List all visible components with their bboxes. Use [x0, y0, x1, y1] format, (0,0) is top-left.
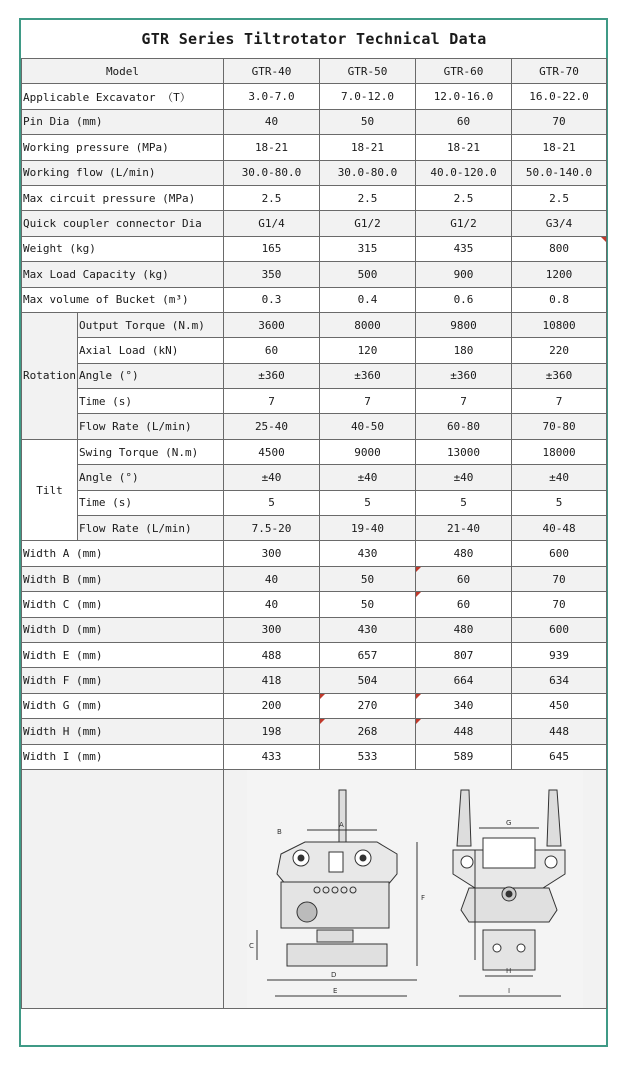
drawing-cell — [224, 769, 607, 1008]
table-row — [22, 109, 607, 134]
table-cell: 7 — [224, 389, 320, 414]
table-cell: 70-80 — [512, 414, 607, 439]
table-cell: 900 — [416, 262, 512, 287]
spec-table — [21, 20, 607, 1009]
row-label: Swing Torque (N.m) — [78, 439, 224, 464]
table-cell: 50 — [320, 592, 416, 617]
row-label: Angle (°) — [78, 465, 224, 490]
table-cell: 664 — [416, 668, 512, 693]
table-cell: 488 — [224, 642, 320, 667]
table-cell: 2.5 — [320, 185, 416, 210]
table-row — [22, 185, 607, 210]
row-label: Time (s) — [78, 389, 224, 414]
table-row — [22, 363, 607, 388]
table-row — [22, 338, 607, 363]
table-cell: 0.6 — [416, 287, 512, 312]
table-cell: 13000 — [416, 439, 512, 464]
table-cell: 50.0-140.0 — [512, 160, 607, 185]
table-cell: 50 — [320, 109, 416, 134]
table-cell: 30.0-80.0 — [224, 160, 320, 185]
row-label: Width H (mm) — [22, 719, 224, 744]
dimension-label-h: H — [506, 966, 512, 975]
table-cell: 533 — [320, 744, 416, 769]
table-cell: 21-40 — [416, 516, 512, 541]
table-cell: 60 — [416, 592, 512, 617]
table-cell: 18000 — [512, 439, 607, 464]
table-cell: ±40 — [416, 465, 512, 490]
row-label: Axial Load (kN) — [78, 338, 224, 363]
table-cell: 40.0-120.0 — [416, 160, 512, 185]
table-cell: 3.0-7.0 — [224, 84, 320, 109]
row-label: Quick coupler connector Dia — [22, 211, 224, 236]
table-cell: 5 — [512, 490, 607, 515]
table-cell: 7 — [320, 389, 416, 414]
table-cell: G3/4 — [512, 211, 607, 236]
table-cell: ±360 — [320, 363, 416, 388]
table-row — [22, 287, 607, 312]
spec-sheet — [19, 18, 608, 1047]
table-cell: 2.5 — [224, 185, 320, 210]
group-label-rotation: Rotation — [22, 312, 78, 439]
table-cell: 315 — [320, 236, 416, 261]
table-cell: 70 — [512, 109, 607, 134]
dimension-label-b: B — [277, 827, 282, 836]
table-cell: 10800 — [512, 312, 607, 337]
dimension-label-f: F — [421, 893, 426, 902]
tiltrotator-diagram — [247, 770, 583, 1008]
table-cell: 165 — [224, 236, 320, 261]
dimension-label-c: C — [249, 941, 254, 950]
table-cell: ±360 — [416, 363, 512, 388]
table-cell: 0.3 — [224, 287, 320, 312]
table-cell: 480 — [416, 617, 512, 642]
table-cell: 7.0-12.0 — [320, 84, 416, 109]
table-cell: 807 — [416, 642, 512, 667]
table-cell: 180 — [416, 338, 512, 363]
row-label: Max circuit pressure (MPa) — [22, 185, 224, 210]
table-row — [22, 262, 607, 287]
row-label: Working flow (L/min) — [22, 160, 224, 185]
table-cell: 70 — [512, 592, 607, 617]
table-cell: 0.8 — [512, 287, 607, 312]
table-cell: 18-21 — [320, 135, 416, 160]
table-row — [22, 490, 607, 515]
model-header: Model — [22, 59, 224, 84]
table-cell: 300 — [224, 617, 320, 642]
table-cell: 600 — [512, 541, 607, 566]
table-cell: 800 — [512, 236, 607, 261]
row-label: Width G (mm) — [22, 693, 224, 718]
table-cell: G1/4 — [224, 211, 320, 236]
table-cell: 8000 — [320, 312, 416, 337]
table-cell: 270 — [320, 693, 416, 718]
row-label: Max volume of Bucket (m³) — [22, 287, 224, 312]
table-row — [22, 84, 607, 109]
table-cell: 30.0-80.0 — [320, 160, 416, 185]
table-row — [22, 642, 607, 667]
table-cell: ±360 — [224, 363, 320, 388]
table-row — [22, 566, 607, 591]
table-cell: 40 — [224, 592, 320, 617]
table-cell: 1200 — [512, 262, 607, 287]
model-name: GTR-60 — [416, 59, 512, 84]
table-cell: 200 — [224, 693, 320, 718]
table-cell: ±40 — [320, 465, 416, 490]
table-cell: G1/2 — [416, 211, 512, 236]
table-cell: 198 — [224, 719, 320, 744]
table-row — [22, 592, 607, 617]
dimension-label-d: D — [331, 970, 337, 979]
table-cell: 433 — [224, 744, 320, 769]
table-row — [22, 541, 607, 566]
table-row — [22, 617, 607, 642]
table-cell: ±40 — [512, 465, 607, 490]
table-row — [22, 135, 607, 160]
table-row — [22, 312, 607, 337]
table-cell: 430 — [320, 541, 416, 566]
table-cell: 9000 — [320, 439, 416, 464]
table-cell: 504 — [320, 668, 416, 693]
group-label-tilt: Tilt — [22, 439, 78, 541]
drawing-row — [22, 769, 607, 1008]
table-cell: 448 — [416, 719, 512, 744]
row-label: Output Torque (N.m) — [78, 312, 224, 337]
table-cell: 40 — [224, 566, 320, 591]
table-cell: 120 — [320, 338, 416, 363]
table-cell: 2.5 — [512, 185, 607, 210]
table-cell: 2.5 — [416, 185, 512, 210]
table-cell: 939 — [512, 642, 607, 667]
table-cell: 300 — [224, 541, 320, 566]
model-name: GTR-40 — [224, 59, 320, 84]
row-label: Flow Rate (L/min) — [78, 516, 224, 541]
table-cell: 480 — [416, 541, 512, 566]
table-cell: 5 — [416, 490, 512, 515]
row-label: Applicable Excavator （T） — [22, 84, 224, 109]
table-cell: 0.4 — [320, 287, 416, 312]
page-title: GTR Series Tiltrotator Technical Data — [22, 20, 607, 59]
table-cell: 18-21 — [512, 135, 607, 160]
table-cell: 5 — [224, 490, 320, 515]
table-row — [22, 744, 607, 769]
row-label: Weight (kg) — [22, 236, 224, 261]
table-cell: 220 — [512, 338, 607, 363]
row-label: Width B (mm) — [22, 566, 224, 591]
table-cell: 418 — [224, 668, 320, 693]
table-cell: 450 — [512, 693, 607, 718]
side-view — [257, 790, 417, 996]
model-name: GTR-70 — [512, 59, 607, 84]
table-cell: 589 — [416, 744, 512, 769]
dimension-label-g: G — [506, 818, 512, 827]
table-cell: 40-48 — [512, 516, 607, 541]
dimension-label-a: A — [339, 820, 344, 829]
table-cell: 657 — [320, 642, 416, 667]
table-cell: 7.5-20 — [224, 516, 320, 541]
table-cell: 18-21 — [416, 135, 512, 160]
table-row — [22, 693, 607, 718]
table-row — [22, 719, 607, 744]
table-row — [22, 211, 607, 236]
row-label: Working pressure (MPa) — [22, 135, 224, 160]
table-cell: 60 — [416, 566, 512, 591]
technical-drawing — [247, 770, 583, 1008]
table-cell: 268 — [320, 719, 416, 744]
table-cell: 4500 — [224, 439, 320, 464]
row-label: Width E (mm) — [22, 642, 224, 667]
table-row — [22, 516, 607, 541]
empty-cell — [22, 769, 224, 1008]
table-cell: ±360 — [512, 363, 607, 388]
table-cell: 7 — [512, 389, 607, 414]
row-label: Width D (mm) — [22, 617, 224, 642]
table-cell: 634 — [512, 668, 607, 693]
table-cell: G1/2 — [320, 211, 416, 236]
table-cell: 60 — [416, 109, 512, 134]
table-row — [22, 236, 607, 261]
row-label: Width I (mm) — [22, 744, 224, 769]
table-cell: 16.0-22.0 — [512, 84, 607, 109]
row-label: Max Load Capacity (kg) — [22, 262, 224, 287]
table-cell: 60-80 — [416, 414, 512, 439]
table-row — [22, 668, 607, 693]
table-cell: 435 — [416, 236, 512, 261]
model-name: GTR-50 — [320, 59, 416, 84]
table-row — [22, 414, 607, 439]
table-row — [22, 465, 607, 490]
row-label: Time (s) — [78, 490, 224, 515]
table-cell: 645 — [512, 744, 607, 769]
table-cell: 40-50 — [320, 414, 416, 439]
row-label: Width A (mm) — [22, 541, 224, 566]
dimension-label-e: E — [333, 986, 338, 995]
table-row — [22, 439, 607, 464]
table-cell: 5 — [320, 490, 416, 515]
table-cell: ±40 — [224, 465, 320, 490]
row-label: Width F (mm) — [22, 668, 224, 693]
table-cell: 600 — [512, 617, 607, 642]
row-label: Flow Rate (L/min) — [78, 414, 224, 439]
row-label: Width C (mm) — [22, 592, 224, 617]
dimension-label-i: I — [508, 986, 511, 995]
table-cell: 50 — [320, 566, 416, 591]
table-row — [22, 389, 607, 414]
table-cell: 18-21 — [224, 135, 320, 160]
table-header-row — [22, 59, 607, 84]
table-cell: 25-40 — [224, 414, 320, 439]
table-cell: 448 — [512, 719, 607, 744]
table-cell: 7 — [416, 389, 512, 414]
table-cell: 19-40 — [320, 516, 416, 541]
table-cell: 40 — [224, 109, 320, 134]
table-cell: 430 — [320, 617, 416, 642]
row-label: Angle (°) — [78, 363, 224, 388]
table-cell: 500 — [320, 262, 416, 287]
table-cell: 340 — [416, 693, 512, 718]
table-cell: 350 — [224, 262, 320, 287]
table-cell: 3600 — [224, 312, 320, 337]
table-row — [22, 160, 607, 185]
table-cell: 70 — [512, 566, 607, 591]
table-cell: 60 — [224, 338, 320, 363]
row-label: Pin Dia (mm) — [22, 109, 224, 134]
table-cell: 12.0-16.0 — [416, 84, 512, 109]
table-cell: 9800 — [416, 312, 512, 337]
